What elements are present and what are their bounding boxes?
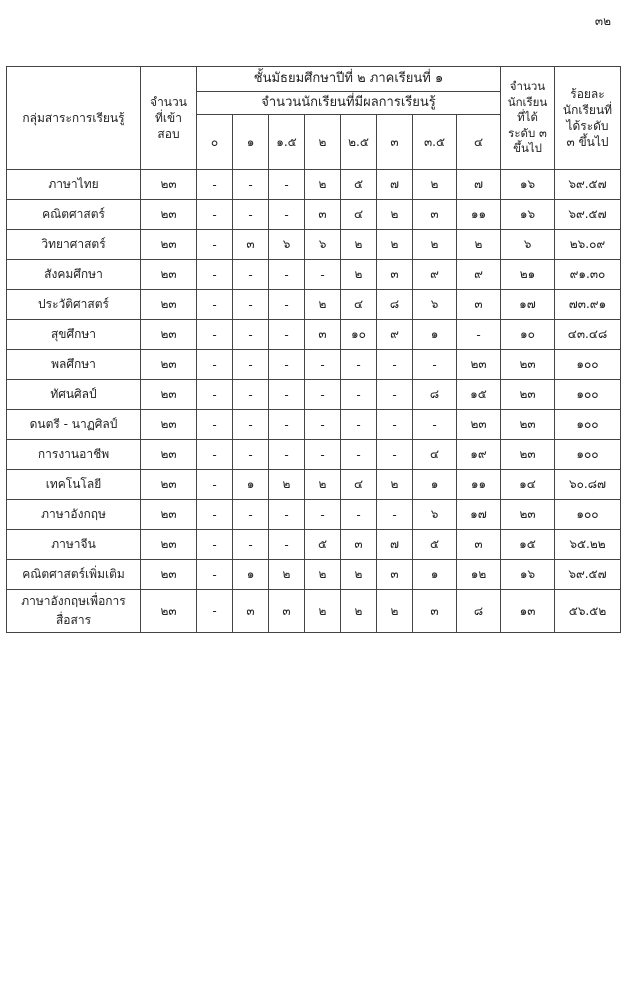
percent-cell: ๖๙.๕๗ [555, 200, 621, 230]
grade-count-cell: - [233, 260, 269, 290]
table-row [7, 530, 621, 560]
grade-count-cell: ๘ [457, 590, 501, 633]
table-row [7, 290, 621, 320]
grade-count-cell: ๑๑ [457, 470, 501, 500]
grade-count-cell: ๔ [413, 440, 457, 470]
grade-count-cell: - [457, 320, 501, 350]
table-row [7, 260, 621, 290]
grade-header: ๓.๕ [413, 115, 457, 170]
grade-count-cell: - [269, 200, 305, 230]
grade-count-cell: - [197, 560, 233, 590]
grade-count-cell: - [413, 350, 457, 380]
grade-count-cell: ๑๐ [341, 320, 377, 350]
grade-count-cell: ๔ [341, 470, 377, 500]
grade-count-cell: - [341, 350, 377, 380]
grade-count-cell: - [233, 200, 269, 230]
percent-cell: ๔๓.๔๘ [555, 320, 621, 350]
grade-count-cell: ๖ [413, 500, 457, 530]
grade-count-cell: - [377, 500, 413, 530]
percent-cell: ๙๑.๓๐ [555, 260, 621, 290]
grade-count-cell: ๓ [341, 530, 377, 560]
grade-count-cell: - [197, 230, 233, 260]
grade-count-cell: - [305, 500, 341, 530]
examinees-cell: ๒๓ [141, 500, 197, 530]
table-row [7, 350, 621, 380]
grade-count-cell: - [233, 440, 269, 470]
grade-header: ๔ [457, 115, 501, 170]
grade-count-cell: - [305, 380, 341, 410]
subject-cell: การงานอาชีพ [7, 440, 141, 470]
grade-count-cell: - [377, 440, 413, 470]
examinees-cell: ๒๓ [141, 560, 197, 590]
grade-count-cell: - [305, 350, 341, 380]
table-row [7, 500, 621, 530]
grade-count-cell: - [305, 440, 341, 470]
grade-count-cell: - [305, 260, 341, 290]
examinees-cell: ๒๓ [141, 320, 197, 350]
subject-cell: ภาษาอังกฤษเพื่อการสื่อสาร [7, 590, 141, 633]
grade-count-cell: ๑๙ [457, 440, 501, 470]
grade-count-cell: ๓ [305, 320, 341, 350]
grade-count-cell: - [197, 590, 233, 633]
grade-count-cell: ๒ [341, 590, 377, 633]
grade-count-cell: - [197, 350, 233, 380]
grade-count-cell: ๒ [377, 590, 413, 633]
grade-results-table [6, 66, 621, 633]
grade-count-cell: - [197, 470, 233, 500]
grade-count-cell: ๓ [305, 200, 341, 230]
table-row [7, 230, 621, 260]
level3-count-cell: ๑๗ [501, 290, 555, 320]
grade-count-cell: - [197, 500, 233, 530]
page-number: ๓๒ [594, 14, 611, 28]
grade-header: ๑.๕ [269, 115, 305, 170]
percent-cell: ๖๐.๘๗ [555, 470, 621, 500]
table-row [7, 320, 621, 350]
grade-count-cell: ๒ [305, 170, 341, 200]
grade-count-cell: - [269, 410, 305, 440]
subject-cell: ภาษาไทย [7, 170, 141, 200]
examinees-cell: ๒๓ [141, 200, 197, 230]
grade-count-cell: ๖ [269, 230, 305, 260]
level3-count-cell: ๒๓ [501, 440, 555, 470]
grade-count-cell: ๒ [305, 290, 341, 320]
percent-cell: ๖๕.๒๒ [555, 530, 621, 560]
grade-header: ๓ [377, 115, 413, 170]
grade-count-cell: - [197, 200, 233, 230]
grade-count-cell: ๓ [269, 590, 305, 633]
examinees-cell: ๒๓ [141, 380, 197, 410]
subject-group-header: กลุ่มสาระการเรียนรู้ [7, 67, 141, 170]
grade-count-cell: - [197, 320, 233, 350]
grade-count-cell: ๙ [413, 260, 457, 290]
percent-cell: ๗๓.๙๑ [555, 290, 621, 320]
level3-count-cell: ๑๐ [501, 320, 555, 350]
grade-count-cell: - [377, 380, 413, 410]
grade-count-cell: - [269, 320, 305, 350]
grade-count-cell: ๑ [233, 560, 269, 590]
level3-count-cell: ๒๓ [501, 410, 555, 440]
subject-cell: ภาษาอังกฤษ [7, 500, 141, 530]
subject-cell: สุขศึกษา [7, 320, 141, 350]
examinees-cell: ๒๓ [141, 230, 197, 260]
grade-count-cell: ๔ [341, 290, 377, 320]
percent-cell: ๑๐๐ [555, 410, 621, 440]
percent-cell: ๑๐๐ [555, 440, 621, 470]
level3-count-cell: ๖ [501, 230, 555, 260]
grade-count-cell: ๒ [377, 200, 413, 230]
examinees-cell: ๒๓ [141, 410, 197, 440]
grade-count-cell: ๓ [233, 590, 269, 633]
grade-count-cell: ๖ [305, 230, 341, 260]
grade-count-cell: ๑๕ [457, 380, 501, 410]
grade-count-cell: ๒ [305, 590, 341, 633]
grade-count-cell: ๒ [457, 230, 501, 260]
count-by-grade-header: จำนวนนักเรียนที่มีผลการเรียนรู้ [197, 92, 501, 115]
grade-count-cell: ๒ [341, 260, 377, 290]
percent-cell: ๑๐๐ [555, 380, 621, 410]
grade-header: ๒.๕ [341, 115, 377, 170]
table-row [7, 590, 621, 633]
grade-count-cell: - [341, 440, 377, 470]
examinees-cell: ๒๓ [141, 290, 197, 320]
grade-count-cell: ๘ [377, 290, 413, 320]
grade-count-cell: - [233, 410, 269, 440]
subject-cell: คณิตศาสตร์ [7, 200, 141, 230]
results-body [7, 170, 621, 633]
grade-count-cell: ๘ [413, 380, 457, 410]
grade-count-cell: - [341, 500, 377, 530]
grade-count-cell: - [269, 440, 305, 470]
grade-count-cell: - [197, 530, 233, 560]
grade-count-cell: ๒ [269, 560, 305, 590]
grade-count-cell: - [197, 260, 233, 290]
grade-count-cell: ๖ [413, 290, 457, 320]
grade-count-cell: ๓ [457, 290, 501, 320]
grade-count-cell: - [197, 170, 233, 200]
grade-count-cell: - [197, 380, 233, 410]
examinees-cell: ๒๓ [141, 470, 197, 500]
grade-count-cell: - [269, 170, 305, 200]
grade-count-cell: ๒๓ [457, 350, 501, 380]
examinees-cell: ๒๓ [141, 350, 197, 380]
subject-cell: สังคมศึกษา [7, 260, 141, 290]
percent-cell: ๕๖.๕๒ [555, 590, 621, 633]
grade-count-cell: - [269, 260, 305, 290]
examinees-cell: ๒๓ [141, 170, 197, 200]
grade-count-cell: ๒ [305, 470, 341, 500]
grade-count-cell: ๒ [413, 170, 457, 200]
grade-count-cell: ๒ [305, 560, 341, 590]
subject-cell: ประวัติศาสตร์ [7, 290, 141, 320]
grade-count-cell: ๗ [377, 530, 413, 560]
grade-count-cell: - [233, 500, 269, 530]
grade-count-cell: ๒ [341, 230, 377, 260]
grade-count-cell: - [233, 350, 269, 380]
table-row [7, 200, 621, 230]
level3-count-cell: ๒๑ [501, 260, 555, 290]
percent-cell: ๖๙.๕๗ [555, 560, 621, 590]
grade-count-cell: ๙ [457, 260, 501, 290]
subject-cell: เทคโนโลยี [7, 470, 141, 500]
grade-count-cell: ๕ [341, 170, 377, 200]
grade-count-cell: ๕ [305, 530, 341, 560]
grade-count-cell: - [269, 530, 305, 560]
grade-count-cell: - [269, 290, 305, 320]
percent-cell: ๑๐๐ [555, 500, 621, 530]
grade-count-cell: - [341, 380, 377, 410]
level3-count-cell: ๑๓ [501, 590, 555, 633]
grade-count-cell: ๑๑ [457, 200, 501, 230]
level3-count-cell: ๑๖ [501, 170, 555, 200]
table-row [7, 170, 621, 200]
grade-count-cell: ๑ [413, 320, 457, 350]
percent-cell: ๑๐๐ [555, 350, 621, 380]
percent-cell: ๒๖.๐๙ [555, 230, 621, 260]
grade-count-cell: - [197, 440, 233, 470]
grade-count-cell: - [197, 290, 233, 320]
grade-count-cell: ๒ [341, 560, 377, 590]
grade-count-cell: - [269, 500, 305, 530]
grade-count-cell: ๑ [413, 560, 457, 590]
grade-count-cell: - [233, 290, 269, 320]
grade-count-cell: ๒ [377, 230, 413, 260]
level3-count-cell: ๒๓ [501, 500, 555, 530]
grade-count-cell: ๒ [377, 470, 413, 500]
examinees-cell: ๒๓ [141, 440, 197, 470]
level3-count-cell: ๑๔ [501, 470, 555, 500]
grade-count-cell: ๒ [413, 230, 457, 260]
level3-count-cell: ๑๕ [501, 530, 555, 560]
grade-count-cell: - [197, 410, 233, 440]
grade-header: ๒ [305, 115, 341, 170]
grade-count-cell: ๓ [413, 590, 457, 633]
examinees-cell: ๒๓ [141, 530, 197, 560]
percent-level3-header: ร้อยละนักเรียนที่ได้ระดับ ๓ ขึ้นไป [555, 67, 621, 170]
grade-count-cell: ๓ [413, 200, 457, 230]
percent-cell: ๖๙.๕๗ [555, 170, 621, 200]
grade-count-cell: ๕ [413, 530, 457, 560]
level3-count-cell: ๒๓ [501, 380, 555, 410]
grade-count-cell: ๑ [233, 470, 269, 500]
grade-count-cell: ๑๗ [457, 500, 501, 530]
grade-count-cell: - [341, 410, 377, 440]
examinees-cell: ๒๓ [141, 260, 197, 290]
grade-count-cell: ๑๒ [457, 560, 501, 590]
level3-count-cell: ๒๓ [501, 350, 555, 380]
table-row [7, 560, 621, 590]
grade-count-cell: - [269, 350, 305, 380]
grade-count-cell: - [269, 380, 305, 410]
table-row [7, 410, 621, 440]
grade-count-cell: ๙ [377, 320, 413, 350]
subject-cell: คณิตศาสตร์เพิ่มเติม [7, 560, 141, 590]
grade-count-cell: ๔ [341, 200, 377, 230]
table-row [7, 440, 621, 470]
grade-count-cell: - [413, 410, 457, 440]
subject-cell: พลศึกษา [7, 350, 141, 380]
grade-count-cell: - [233, 170, 269, 200]
subject-cell: ทัศนศิลป์ [7, 380, 141, 410]
level3-count-cell: ๑๖ [501, 560, 555, 590]
grade-header: ๑ [233, 115, 269, 170]
grade-count-cell: - [305, 410, 341, 440]
subject-cell: ภาษาจีน [7, 530, 141, 560]
grade-header: ๐ [197, 115, 233, 170]
grade-count-cell: ๓ [377, 560, 413, 590]
subject-cell: วิทยาศาสตร์ [7, 230, 141, 260]
examinees-cell: ๒๓ [141, 590, 197, 633]
table-row [7, 380, 621, 410]
grade-count-cell: ๒๓ [457, 410, 501, 440]
grade-count-cell: ๑ [413, 470, 457, 500]
grade-count-cell: - [233, 530, 269, 560]
subject-cell: ดนตรี - นาฏศิลป์ [7, 410, 141, 440]
grade-count-cell: ๓ [377, 260, 413, 290]
level3-count-cell: ๑๖ [501, 200, 555, 230]
grade-count-cell: ๒ [269, 470, 305, 500]
students-level3-header: จำนวนนักเรียนที่ได้ระดับ ๓ ขึ้นไป [501, 67, 555, 170]
grade-count-cell: ๗ [377, 170, 413, 200]
examinees-header: จำนวนที่เข้าสอบ [141, 67, 197, 170]
grade-count-cell: - [233, 320, 269, 350]
grade-count-cell: - [377, 410, 413, 440]
grade-count-cell: - [233, 380, 269, 410]
grade-count-cell: ๓ [233, 230, 269, 260]
table-row [7, 470, 621, 500]
level-term-header: ชั้นมัธยมศึกษาปีที่ ๒ ภาคเรียนที่ ๑ [197, 67, 501, 92]
grade-count-cell: - [377, 350, 413, 380]
grade-count-cell: ๗ [457, 170, 501, 200]
grade-count-cell: ๓ [457, 530, 501, 560]
